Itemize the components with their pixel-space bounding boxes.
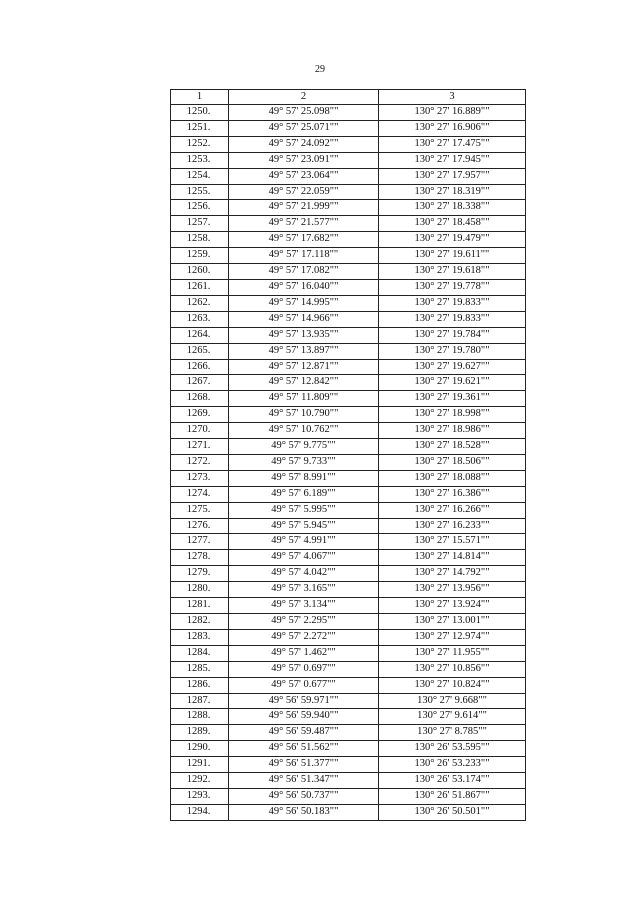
table-row	[171, 518, 526, 534]
table-row	[171, 200, 526, 216]
point-number-cell: 1266.	[171, 359, 229, 375]
latitude-cell: 49° 57' 3.165""	[229, 582, 379, 598]
longitude-cell: 130° 27' 18.998""	[379, 407, 526, 423]
longitude-cell: 130° 27' 18.338""	[379, 200, 526, 216]
point-number-cell: 1284.	[171, 645, 229, 661]
point-number-cell: 1267.	[171, 375, 229, 391]
table-row	[171, 757, 526, 773]
table-row	[171, 741, 526, 757]
point-number-cell: 1259.	[171, 248, 229, 264]
latitude-cell: 49° 57' 17.118""	[229, 248, 379, 264]
latitude-cell: 49° 57' 10.762""	[229, 423, 379, 439]
latitude-cell: 49° 57' 13.935""	[229, 327, 379, 343]
latitude-cell: 49° 57' 10.790""	[229, 407, 379, 423]
point-number-cell: 1262.	[171, 295, 229, 311]
table-row	[171, 423, 526, 439]
table-row	[171, 502, 526, 518]
point-number-cell: 1272.	[171, 454, 229, 470]
latitude-cell: 49° 57' 2.272""	[229, 629, 379, 645]
latitude-cell: 49° 57' 0.697""	[229, 661, 379, 677]
table-row	[171, 184, 526, 200]
longitude-cell: 130° 27' 19.611""	[379, 248, 526, 264]
longitude-cell: 130° 27' 16.386""	[379, 486, 526, 502]
latitude-cell: 49° 57' 23.064""	[229, 168, 379, 184]
table-row	[171, 550, 526, 566]
point-number-cell: 1265.	[171, 343, 229, 359]
latitude-cell: 49° 57' 11.809""	[229, 391, 379, 407]
longitude-cell: 130° 27' 17.475""	[379, 136, 526, 152]
longitude-cell: 130° 27' 18.986""	[379, 423, 526, 439]
table-row	[171, 375, 526, 391]
longitude-cell: 130° 27' 16.266""	[379, 502, 526, 518]
point-number-cell: 1269.	[171, 407, 229, 423]
table-row	[171, 582, 526, 598]
point-number-cell: 1282.	[171, 614, 229, 630]
point-number-cell: 1277.	[171, 534, 229, 550]
latitude-cell: 49° 57' 12.871""	[229, 359, 379, 375]
longitude-cell: 130° 27' 16.906""	[379, 120, 526, 136]
latitude-cell: 49° 57' 21.999""	[229, 200, 379, 216]
point-number-cell: 1280.	[171, 582, 229, 598]
point-number-cell: 1256.	[171, 200, 229, 216]
table-row	[171, 788, 526, 804]
table-row	[171, 295, 526, 311]
table-row	[171, 391, 526, 407]
latitude-cell: 49° 57' 17.082""	[229, 264, 379, 280]
point-number-cell: 1253.	[171, 152, 229, 168]
latitude-cell: 49° 57' 9.733""	[229, 454, 379, 470]
longitude-cell: 130° 26' 53.595""	[379, 741, 526, 757]
latitude-cell: 49° 57' 4.042""	[229, 566, 379, 582]
longitude-cell: 130° 27' 18.088""	[379, 470, 526, 486]
longitude-cell: 130° 27' 9.668""	[379, 693, 526, 709]
point-number-cell: 1254.	[171, 168, 229, 184]
longitude-cell: 130° 27' 13.924""	[379, 598, 526, 614]
latitude-cell: 49° 57' 8.991""	[229, 470, 379, 486]
point-number-cell: 1294.	[171, 804, 229, 820]
point-number-cell: 1251.	[171, 120, 229, 136]
table-row	[171, 136, 526, 152]
point-number-cell: 1292.	[171, 773, 229, 789]
latitude-cell: 49° 57' 2.295""	[229, 614, 379, 630]
longitude-cell: 130° 27' 19.780""	[379, 343, 526, 359]
coordinates-table	[170, 89, 526, 821]
table-row	[171, 248, 526, 264]
longitude-cell: 130° 27' 19.778""	[379, 279, 526, 295]
table-row	[171, 614, 526, 630]
table-row	[171, 216, 526, 232]
table-row	[171, 534, 526, 550]
latitude-cell: 49° 57' 5.995""	[229, 502, 379, 518]
point-number-cell: 1260.	[171, 264, 229, 280]
column-header-latitude: 2	[229, 90, 379, 105]
table-row	[171, 470, 526, 486]
point-number-cell: 1285.	[171, 661, 229, 677]
table-row	[171, 327, 526, 343]
table-row	[171, 454, 526, 470]
longitude-cell: 130° 27' 9.614""	[379, 709, 526, 725]
latitude-cell: 49° 57' 21.577""	[229, 216, 379, 232]
point-number-cell: 1258.	[171, 232, 229, 248]
longitude-cell: 130° 27' 18.506""	[379, 454, 526, 470]
latitude-cell: 49° 56' 51.347""	[229, 773, 379, 789]
table-row	[171, 645, 526, 661]
table-row	[171, 359, 526, 375]
table-row	[171, 343, 526, 359]
point-number-cell: 1289.	[171, 725, 229, 741]
table-row	[171, 661, 526, 677]
longitude-cell: 130° 27' 14.814""	[379, 550, 526, 566]
point-number-cell: 1268.	[171, 391, 229, 407]
point-number-cell: 1278.	[171, 550, 229, 566]
latitude-cell: 49° 57' 4.067""	[229, 550, 379, 566]
table-row	[171, 168, 526, 184]
page-number: 29	[315, 64, 325, 75]
latitude-cell: 49° 57' 22.059""	[229, 184, 379, 200]
latitude-cell: 49° 57' 4.991""	[229, 534, 379, 550]
longitude-cell: 130° 27' 19.833""	[379, 295, 526, 311]
latitude-cell: 49° 57' 23.091""	[229, 152, 379, 168]
header-row	[171, 90, 526, 105]
longitude-cell: 130° 27' 19.627""	[379, 359, 526, 375]
point-number-cell: 1252.	[171, 136, 229, 152]
latitude-cell: 49° 57' 25.071""	[229, 120, 379, 136]
longitude-cell: 130° 27' 8.785""	[379, 725, 526, 741]
point-number-cell: 1274.	[171, 486, 229, 502]
longitude-cell: 130° 27' 16.233""	[379, 518, 526, 534]
point-number-cell: 1290.	[171, 741, 229, 757]
table-row	[171, 264, 526, 280]
longitude-cell: 130° 27' 19.833""	[379, 311, 526, 327]
latitude-cell: 49° 57' 14.966""	[229, 311, 379, 327]
table-row	[171, 311, 526, 327]
longitude-cell: 130° 27' 12.974""	[379, 629, 526, 645]
longitude-cell: 130° 27' 17.957""	[379, 168, 526, 184]
table-header	[171, 90, 526, 105]
point-number-cell: 1286.	[171, 677, 229, 693]
latitude-cell: 49° 57' 6.189""	[229, 486, 379, 502]
point-number-cell: 1283.	[171, 629, 229, 645]
longitude-cell: 130° 27' 18.319""	[379, 184, 526, 200]
point-number-cell: 1271.	[171, 439, 229, 455]
latitude-cell: 49° 57' 3.134""	[229, 598, 379, 614]
table-row	[171, 439, 526, 455]
point-number-cell: 1270.	[171, 423, 229, 439]
longitude-cell: 130° 27' 11.955""	[379, 645, 526, 661]
longitude-cell: 130° 27' 16.889""	[379, 105, 526, 121]
table-row	[171, 566, 526, 582]
latitude-cell: 49° 56' 50.737""	[229, 788, 379, 804]
latitude-cell: 49° 56' 51.377""	[229, 757, 379, 773]
point-number-cell: 1264.	[171, 327, 229, 343]
point-number-cell: 1281.	[171, 598, 229, 614]
latitude-cell: 49° 57' 5.945""	[229, 518, 379, 534]
latitude-cell: 49° 57' 16.040""	[229, 279, 379, 295]
column-header-longitude: 3	[379, 90, 526, 105]
latitude-cell: 49° 57' 17.682""	[229, 232, 379, 248]
latitude-cell: 49° 57' 25.098""	[229, 105, 379, 121]
longitude-cell: 130° 26' 51.867""	[379, 788, 526, 804]
point-number-cell: 1279.	[171, 566, 229, 582]
column-header-point-number: 1	[171, 90, 229, 105]
table-row	[171, 693, 526, 709]
table-row	[171, 725, 526, 741]
table-row	[171, 598, 526, 614]
point-number-cell: 1261.	[171, 279, 229, 295]
longitude-cell: 130° 27' 19.621""	[379, 375, 526, 391]
table-row	[171, 677, 526, 693]
longitude-cell: 130° 27' 19.618""	[379, 264, 526, 280]
table-body	[171, 105, 526, 821]
longitude-cell: 130° 27' 18.458""	[379, 216, 526, 232]
longitude-cell: 130° 27' 15.571""	[379, 534, 526, 550]
longitude-cell: 130° 27' 13.956""	[379, 582, 526, 598]
latitude-cell: 49° 57' 13.897""	[229, 343, 379, 359]
longitude-cell: 130° 26' 50.501""	[379, 804, 526, 820]
latitude-cell: 49° 57' 0.677""	[229, 677, 379, 693]
point-number-cell: 1291.	[171, 757, 229, 773]
point-number-cell: 1293.	[171, 788, 229, 804]
longitude-cell: 130° 27' 18.528""	[379, 439, 526, 455]
point-number-cell: 1287.	[171, 693, 229, 709]
point-number-cell: 1257.	[171, 216, 229, 232]
table-row	[171, 709, 526, 725]
latitude-cell: 49° 56' 59.487""	[229, 725, 379, 741]
latitude-cell: 49° 57' 14.995""	[229, 295, 379, 311]
latitude-cell: 49° 56' 50.183""	[229, 804, 379, 820]
latitude-cell: 49° 56' 59.940""	[229, 709, 379, 725]
table-row	[171, 629, 526, 645]
longitude-cell: 130° 27' 10.824""	[379, 677, 526, 693]
point-number-cell: 1288.	[171, 709, 229, 725]
longitude-cell: 130° 26' 53.174""	[379, 773, 526, 789]
point-number-cell: 1273.	[171, 470, 229, 486]
longitude-cell: 130° 27' 19.361""	[379, 391, 526, 407]
table-row	[171, 279, 526, 295]
table-row	[171, 804, 526, 820]
longitude-cell: 130° 27' 10.856""	[379, 661, 526, 677]
point-number-cell: 1263.	[171, 311, 229, 327]
table-row	[171, 407, 526, 423]
point-number-cell: 1276.	[171, 518, 229, 534]
longitude-cell: 130° 27' 14.792""	[379, 566, 526, 582]
latitude-cell: 49° 57' 9.775""	[229, 439, 379, 455]
longitude-cell: 130° 27' 17.945""	[379, 152, 526, 168]
latitude-cell: 49° 56' 59.971""	[229, 693, 379, 709]
latitude-cell: 49° 57' 1.462""	[229, 645, 379, 661]
table-row	[171, 486, 526, 502]
table-row	[171, 120, 526, 136]
latitude-cell: 49° 56' 51.562""	[229, 741, 379, 757]
table-row	[171, 773, 526, 789]
table-row	[171, 232, 526, 248]
table-row	[171, 152, 526, 168]
longitude-cell: 130° 27' 19.784""	[379, 327, 526, 343]
longitude-cell: 130° 27' 13.001""	[379, 614, 526, 630]
point-number-cell: 1250.	[171, 105, 229, 121]
point-number-cell: 1255.	[171, 184, 229, 200]
longitude-cell: 130° 26' 53.233""	[379, 757, 526, 773]
longitude-cell: 130° 27' 19.479""	[379, 232, 526, 248]
latitude-cell: 49° 57' 24.092""	[229, 136, 379, 152]
point-number-cell: 1275.	[171, 502, 229, 518]
latitude-cell: 49° 57' 12.842""	[229, 375, 379, 391]
table-row	[171, 105, 526, 121]
